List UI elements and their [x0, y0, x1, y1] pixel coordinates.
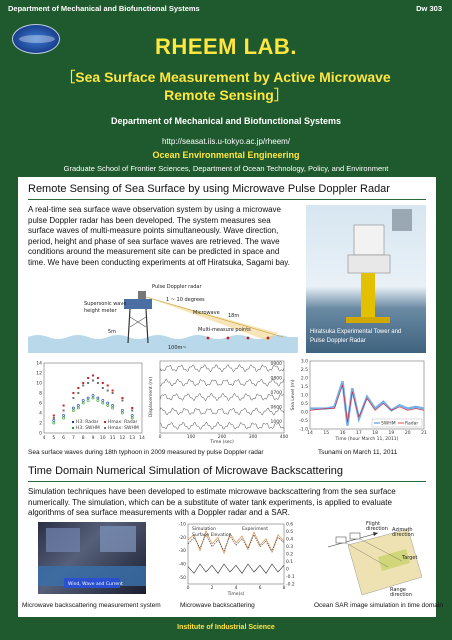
- diagram-supersonic: Supersonic wave: [84, 301, 127, 307]
- radar-icon: [138, 291, 146, 299]
- scatter-point: [112, 392, 114, 394]
- lab-url[interactable]: http://seasat.iis.u-tokyo.ac.jp/rheem/: [161, 137, 291, 146]
- tsunami-y-tick: 1.5: [300, 385, 308, 390]
- sar-azimuth: Azimuth: [392, 527, 413, 533]
- back-y2-tick: -0.1: [286, 575, 295, 580]
- scatter-point: [121, 397, 123, 399]
- scatter-legend-marker: [72, 427, 74, 429]
- tsunami-chart: [288, 357, 428, 445]
- tsunami-y-tick: 0.5: [300, 402, 308, 407]
- back-x-tick: 6: [258, 586, 262, 591]
- caption-measurement: Microwave backscattering measurement system: [22, 602, 161, 609]
- scatter-legend-label: H3: SWHM: [76, 426, 100, 431]
- back-y-tick: -10: [178, 522, 186, 528]
- department-name: Department of Mechanical and Biofunctional Systems: [110, 116, 342, 126]
- back-y2-tick: 0.5: [286, 530, 294, 535]
- section1-divider: [28, 199, 426, 200]
- photo-caption-1: Hiratsuka Experimental Tower and: [310, 329, 402, 335]
- scatter-point: [87, 377, 89, 379]
- scatter-point: [77, 392, 79, 394]
- tsunami-x-tick: 17: [355, 431, 362, 436]
- scatter-legend-marker: [72, 421, 74, 423]
- scatter-legend-label: Hmax: SWHM: [108, 426, 139, 431]
- scatter-point: [97, 382, 99, 384]
- back-y2-tick: 0.3: [286, 545, 294, 550]
- wave-row-label: 0800: [270, 376, 282, 382]
- tsunami-y-tick: -0.5: [299, 419, 308, 424]
- scatter-y-tick: 6: [39, 401, 42, 407]
- back-y-tick: -30: [178, 549, 186, 555]
- back-legend-surface: Surface Elevation: [192, 533, 232, 538]
- wave-x-label: Time (sec): [210, 440, 234, 445]
- scatter-x-tick: 13: [129, 436, 136, 441]
- section2-text: Simulation techniques have been developed to estimate microwave backscattering from the sea surface numerically. The simulation, which can be a substitute of water tank experiments, is applied to evaluate algorithms of sea surface measurements with a Doppler radar and a SAR.: [28, 487, 396, 517]
- diagram-distance: 100m~: [168, 345, 187, 351]
- diagram-5m: 5m: [108, 329, 117, 335]
- ocean-engineering: Ocean Environmental Engineering: [152, 150, 300, 160]
- back-legend-simulation: Simulation: [192, 527, 216, 532]
- scatter-x-tick: 4: [42, 436, 46, 441]
- tsunami-y-tick: 0.0: [300, 410, 308, 416]
- scatter-point: [53, 415, 55, 417]
- tsunami-x-tick: 19: [388, 431, 395, 436]
- scatter-chart: [28, 357, 146, 445]
- tsunami-y-tick: 2.0: [300, 376, 308, 382]
- scatter-y-tick: 4: [39, 411, 42, 417]
- tsunami-x-tick: 14: [307, 431, 313, 436]
- top-bar: [0, 0, 452, 16]
- backscatter-chart: [168, 520, 308, 598]
- footer-institute: Institute of Industrial Science: [177, 624, 275, 631]
- scatter-point: [72, 392, 74, 394]
- back-y2-tick: 0.4: [286, 537, 294, 543]
- back-y2-tick: 0.2: [286, 552, 294, 558]
- scatter-y-tick: 0: [39, 431, 42, 437]
- section1-text: A real-time sea surface wave observation system by using a microwave pulse Doppler radar has been developed. The system measures sea surface waves of multi-measure points simultaneously. Wave direction, period, height and phase of sea surface waves are retrieved. The wave conditions around the measurement site can be predicted in space and time. We have been conducting experiments at off Hiratsuka, Sagami bay.: [28, 205, 290, 267]
- measurement-photo: [38, 522, 146, 594]
- tsunami-y-tick: 2.5: [300, 368, 308, 373]
- scatter-x-tick: 8: [81, 436, 85, 441]
- diagram-height-meter: height meter: [84, 308, 117, 314]
- tsunami-x-tick: 20: [404, 431, 411, 436]
- scatter-point: [77, 387, 79, 389]
- tsunami-legend-label: Radar: [405, 421, 419, 427]
- diagram-degrees: 1 ~ 10 degrees: [166, 297, 205, 303]
- header-department: Department of Mechanical and Biofunctional Systems: [8, 4, 200, 13]
- back-y-tick: -40: [178, 562, 186, 568]
- sar-flight-dir: direction: [366, 526, 388, 532]
- tsunami-y-tick: -1.0: [299, 427, 308, 433]
- wave-x-tick: 400: [279, 435, 288, 440]
- scatter-y-tick: 10: [36, 381, 42, 387]
- sar-range-dir: direction: [390, 592, 412, 598]
- scatter-x-tick: 5: [52, 436, 56, 441]
- scatter-point: [131, 407, 133, 409]
- scatter-point: [97, 377, 99, 379]
- section2-heading: Time Domain Numerical Simulation of Microwave Backscattering: [28, 465, 344, 477]
- scatter-point: [131, 410, 133, 412]
- sar-diagram: [318, 517, 428, 601]
- scatter-point: [63, 410, 65, 412]
- tsunami-x-tick: 21: [421, 431, 427, 436]
- graduate-school: Graduate School of Frontier Sciences, Department of Ocean Technology, Policy, and Environment: [63, 164, 389, 173]
- content-panel: [18, 177, 443, 617]
- scatter-y-tick: 8: [39, 391, 42, 397]
- page-title: RHEEM LAB.: [155, 34, 297, 59]
- back-x-tick: 2: [210, 586, 214, 591]
- photo-caption-2: Pulse Doppler Radar: [310, 338, 366, 344]
- scatter-point: [102, 382, 104, 384]
- scatter-legend-label: H3: Radar: [76, 420, 99, 425]
- satellite-icon: [336, 537, 346, 543]
- wave-x-tick: 0: [158, 435, 162, 440]
- scatter-point: [121, 400, 123, 402]
- scatter-x-tick: 9: [91, 436, 95, 441]
- scatter-y-tick: 14: [36, 361, 42, 367]
- wave-chart: [148, 357, 288, 445]
- back-x-tick: 4: [234, 586, 238, 591]
- scatter-x-tick: 14: [139, 436, 145, 441]
- section1-heading: Remote Sensing of Sea Surface by using Microwave Pulse Doppler Radar: [28, 183, 390, 195]
- scatter-point: [82, 385, 84, 387]
- page-subtitle: [0, 68, 452, 104]
- subtitle-line-1: ［Sea Surface Measurement by Active Microwave: [61, 69, 391, 85]
- sar-target: Target: [402, 555, 418, 561]
- tower-photo: [306, 205, 426, 353]
- scatter-x-tick: 10: [99, 436, 106, 441]
- tsunami-y-tick: 3.0: [300, 359, 308, 365]
- scatter-legend-label: Hmax: Radar: [108, 420, 138, 425]
- tower-platform: [124, 299, 152, 309]
- back-y2-tick: -0.2: [286, 582, 295, 588]
- scatter-point: [82, 382, 84, 384]
- poster-code: Dw 303: [416, 4, 442, 13]
- scatter-point: [112, 390, 114, 392]
- back-x-tick: 0: [186, 586, 190, 591]
- back-y2-tick: 0: [286, 567, 289, 573]
- scatter-x-tick: 12: [119, 436, 126, 441]
- scatter-legend-marker: [104, 421, 106, 423]
- scatter-point: [53, 417, 55, 419]
- scatter-point: [92, 375, 94, 377]
- diagram-18m: 18m: [228, 313, 240, 319]
- caption-typhoon: Sea surface waves during 18th typhoon in 2009 measured by pulse Doppler radar: [28, 449, 264, 456]
- diagram-pulse-radar: Pulse Doppler radar: [152, 284, 202, 290]
- back-y-tick: -50: [178, 575, 186, 581]
- back-legend-experiment: Experiment: [242, 527, 269, 532]
- section2-divider: [28, 481, 426, 482]
- scatter-point: [72, 397, 74, 399]
- scatter-point: [87, 382, 89, 384]
- tsunami-x-tick: 15: [323, 431, 330, 436]
- tsunami-y-tick: 1.0: [300, 393, 308, 399]
- photo-wind-label: Wind, Wave and Current: [68, 582, 123, 587]
- scatter-point: [63, 405, 65, 407]
- wave-x-tick: 200: [217, 435, 227, 440]
- tsunami-x-label: Time (hour March 11, 2011): [335, 437, 399, 442]
- tsunami-y-label: Sea Level (m): [291, 379, 296, 411]
- scatter-point: [107, 385, 109, 387]
- measurement-photo-drawing: [38, 522, 146, 594]
- wave-row-label: 0900: [270, 362, 282, 368]
- sar-azimuth-dir: direction: [392, 532, 414, 538]
- sar-flight: Flight: [366, 521, 380, 527]
- scatter-x-tick: 6: [62, 436, 66, 441]
- tsunami-x-tick: 16: [339, 431, 346, 436]
- scatter-x-tick: 11: [109, 436, 116, 441]
- subtitle-line-2: Remote Sensing］: [164, 87, 288, 103]
- scatter-point: [107, 390, 109, 392]
- scatter-x-tick: 7: [71, 436, 75, 441]
- back-y2-tick: 0.1: [286, 560, 294, 565]
- scatter-point: [102, 387, 104, 389]
- scatter-y-tick: 12: [36, 371, 42, 377]
- caption-tsunami: Tsunami on March 11, 2011: [318, 449, 398, 456]
- back-x-label: Time(s): [227, 592, 245, 597]
- wave-row-label: 0700: [270, 391, 282, 396]
- scatter-y-tick: 2: [39, 421, 42, 427]
- wave-x-tick: 300: [248, 435, 258, 440]
- wave-row-label: 1000: [270, 419, 282, 425]
- diagram-multi-points: Multi-measure points: [198, 327, 251, 333]
- tsunami-legend-label: SWHM: [381, 421, 396, 427]
- diagram-microwave: Microwave: [193, 310, 220, 316]
- scatter-legend-marker: [104, 427, 106, 429]
- scatter-point: [92, 380, 94, 382]
- wave-row-label: 0600: [270, 405, 282, 411]
- back-x-tick: 8: [282, 586, 286, 591]
- back-y-tick: -20: [178, 535, 186, 541]
- sar-range: Range: [390, 587, 406, 593]
- tower-diagram: [28, 281, 298, 353]
- wave-y-label: Displacement (m): [149, 376, 154, 418]
- back-y2-tick: 0.6: [286, 522, 294, 528]
- caption-sar: Ocean SAR image simulation in time domain: [314, 602, 443, 609]
- tsunami-x-tick: 18: [372, 431, 379, 436]
- wave-x-tick: 100: [186, 435, 196, 440]
- caption-backscatter: Microwave backscattering: [180, 602, 255, 609]
